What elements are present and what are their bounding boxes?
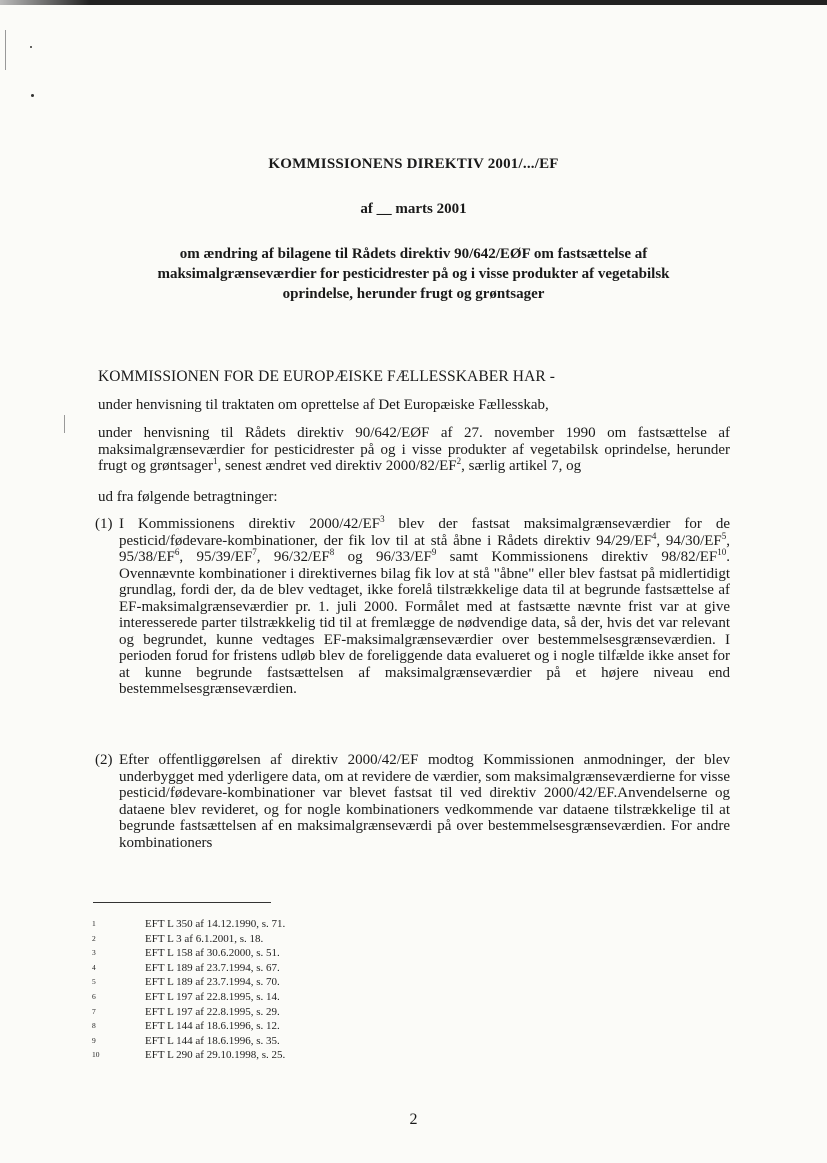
footnote [92,1005,285,1020]
subject-line: maksimalgrænseværdier for pesticidrester på og i visse produkter af vegetabilsk [157,266,670,282]
footnote [92,975,285,990]
footnote-ref: 4 [651,530,657,541]
footnote-text: EFT L 144 af 18.6.1996, s. 35. [145,1034,280,1047]
recital-segment: samt Kommissionens direktiv 98/82/EF [436,549,718,565]
footnote-number: 4 [92,962,96,972]
footnote-number: 5 [92,977,96,987]
citation-directive [98,425,730,475]
scan-speck [31,94,34,97]
subject-line: om ændring af bilagene til Rådets direktiv 90/642/EØF om fastsættelse af [179,246,648,262]
recital-segment: , 96/32/EF [256,549,330,565]
scan-top-border [0,0,827,5]
footnote-ref: 1 [212,456,218,466]
recital-1 [95,516,730,698]
footnote-text: EFT L 189 af 23.7.1994, s. 67. [145,961,280,974]
recital-segment: I Kommissionens direktiv 2000/42/EF [119,516,381,532]
footnote-ref: 10 [717,547,727,557]
footnote-text: EFT L 197 af 22.8.1995, s. 29. [145,1005,280,1018]
document-subject [0,244,827,304]
footnote-ref: 6 [174,547,180,557]
footnote [92,932,285,947]
footnote-text: EFT L 290 af 29.10.1998, s. 25. [145,1049,286,1062]
footnote [92,1034,285,1049]
recital-2 [95,752,730,851]
footnote [92,990,285,1005]
footnote-separator [93,902,271,903]
scan-edge-mark [64,415,65,433]
recital-text [119,516,730,698]
footnote-text: EFT L 144 af 18.6.1996, s. 12. [145,1020,280,1033]
recital-number: (2) [95,752,113,768]
footnote-number: 2 [92,933,96,943]
preamble-heading: KOMMISSIONEN FOR DE EUROPÆISKE FÆLLESSKABER HAR - [98,368,556,385]
footnote-number: 3 [92,948,96,958]
footnote-number: 8 [92,1021,96,1031]
footnotes [92,917,285,1063]
footnote-text: EFT L 350 af 14.12.1990, s. 71. [145,918,286,930]
footnote-number: 1 [92,919,96,928]
footnote-number: 9 [92,1035,96,1045]
recital-number: (1) [95,516,113,532]
footnote-number: 7 [92,1006,96,1016]
footnote [92,1048,285,1063]
footnote-text: EFT L 197 af 22.8.1995, s. 14. [145,990,280,1003]
footnote-ref: 8 [329,547,335,557]
footnote-number: 10 [92,1050,100,1060]
recital-segment: . Ovennævnte kombinationer i direktivernes bilag fik lov at stå "åbne" eller blev fastsat på midlertidigt grundlag, fordi der, da de blev vedtaget, ikke forelå tilstrækkelige data til at begrunde fastsættelse af EF-maksimalgrænseværdier pr. 1. juli 2000. Formålet med at fastsætte nævnte frist var at give interesserede parter tilstrækkelig tid til at fremlægge de nødvendige data, så der, hvis det var relevant og begrundet, kunne vedtages EF-maksimalgrænseværdier over bestemmelsesgrænseværdien. I perioden forud for fristens udløb blev de foreliggende data evalueret og i nogle tilfælde ikke anset for at kunne begrunde fastsættelsen af maksimalgrænseværdier på et højere niveau end bestemmelsesgrænseværdien. [119,549,730,697]
footnote-ref: 3 [380,514,385,524]
footnote [92,946,285,961]
recital-segment: , 94/30/EF [656,532,722,549]
recital-segment: , 95/38/EF [119,532,731,565]
footnote [92,917,285,932]
footnote-text: EFT L 189 af 23.7.1994, s. 70. [145,976,280,989]
footnote-text: EFT L 158 af 30.6.2000, s. 51. [145,947,280,960]
citation-text: , senest ændret ved direktiv 2000/82/EF [217,458,457,474]
scan-top-border-fade [0,0,90,5]
footnote-ref: 9 [431,547,437,557]
recital-segment: blev der fastsat maksimalgrænseværdier for de pesticid/fødevare-kombinationer, der fik lov til at stå åbne i Rådets direktiv 94/29/EF [119,516,730,549]
page-number: 2 [409,1111,418,1128]
recital-text: Efter offentliggørelsen af direktiv 2000/42/EF modtog Kommissionen anmodninger, der blev underbygget med yderligere data, om at revidere de værdier, som maksimalgrænseværdierne for visse pesticid/fødevare-kombinationer var blevet fastsat til ved direktiv 2000/42/EF.Anvendelserne og dataene blev revideret, og for nogle kombinationers vedkommende var dataene tilstrækkelige til at begrunde fastsættelsen af en maksimalgrænseværdi på over bestemmelsesgrænseværdien. For andre kombinationers [119,752,730,851]
footnote [92,1019,285,1034]
footnote [92,961,285,976]
footnote-text: EFT L 3 af 6.1.2001, s. 18. [145,932,264,945]
footnote-ref: 2 [456,456,462,466]
citation-text: under henvisning til Rådets direktiv 90/642/EØF af 27. november 1990 om fastsættelse af maksimalgrænseværdier for pesticidrester på og i visse produkter af vegetabilsk oprindelse, herunder frugt og grøntsager [98,425,730,474]
footnote-number: 6 [92,991,96,1001]
scan-edge-mark [5,30,6,70]
document-title: KOMMISSIONENS DIREKTIV 2001/.../EF [268,156,559,172]
scan-speck [30,46,32,48]
citation-text: , særlig artikel 7, og [461,458,582,474]
recitals-intro: ud fra følgende betragtninger: [98,489,278,505]
citation-treaty: under henvisning til traktaten om oprettelse af Det Europæiske Fællesskab, [98,397,549,413]
footnote-ref: 7 [252,547,257,557]
recital-segment: og 96/33/EF [334,549,432,565]
recital-segment: , 95/39/EF [179,549,253,565]
subject-line: oprindelse, herunder frugt og grøntsager [282,286,545,302]
footnote-ref: 5 [721,530,727,541]
document-date: af __ marts 2001 [360,201,467,217]
